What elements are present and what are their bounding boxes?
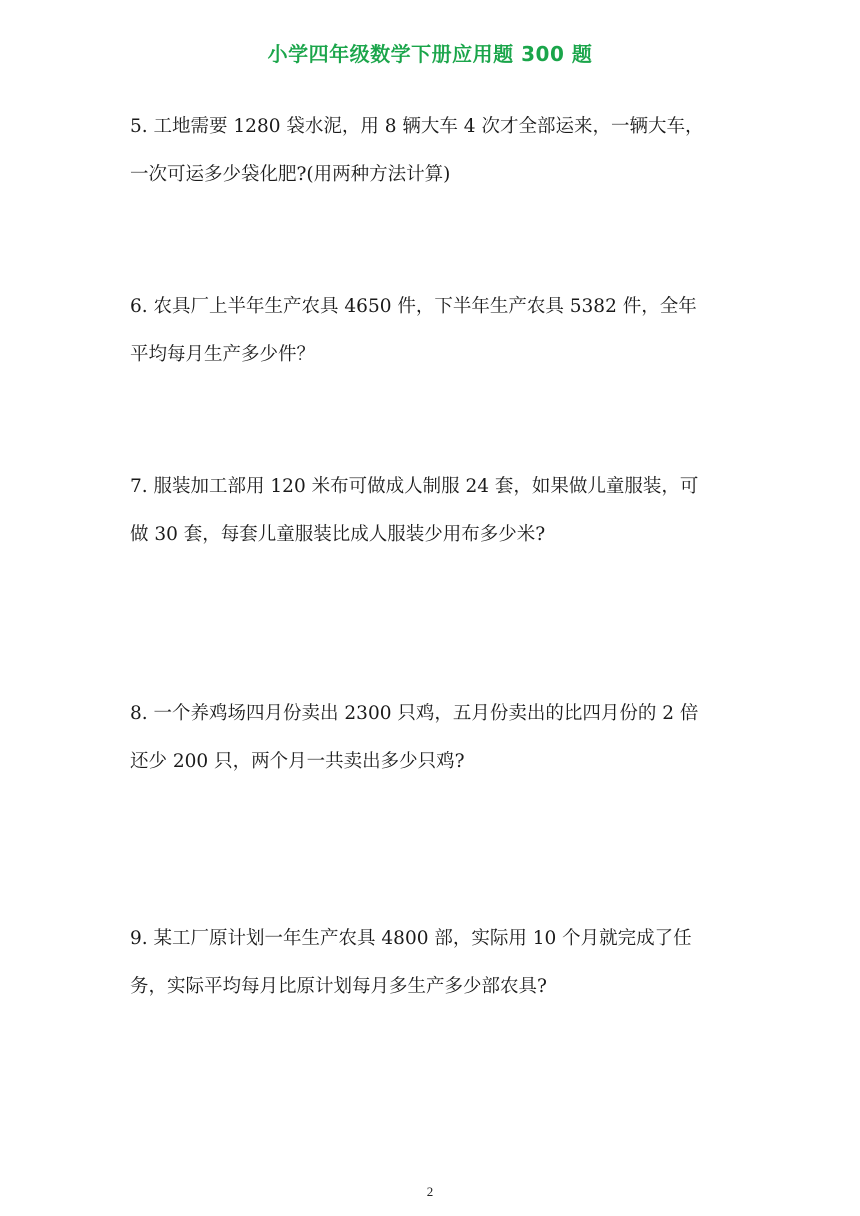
problem-9 xyxy=(130,915,730,1011)
problem-8-line-2: 还少 200 只，两个月一共卖出多少只鸡? xyxy=(130,751,465,772)
page-number: 2 xyxy=(426,1184,434,1199)
problem-5 xyxy=(130,103,730,199)
problem-7-line-1: 7. 服装加工部用 120 米布可做成人制服 24 套，如果做儿童服装，可 xyxy=(130,476,699,497)
problem-9-line-1: 9. 某工厂原计划一年生产农具 4800 部，实际用 10 个月就完成了任 xyxy=(130,928,692,949)
problem-8 xyxy=(130,690,730,786)
problem-7-line-2: 做 30 套，每套儿童服装比成人服装少用布多少米? xyxy=(130,524,546,545)
page-title: 小学四年级数学下册应用题 300 题 xyxy=(267,42,593,66)
problem-7 xyxy=(130,463,730,559)
problem-6-line-1: 6. 农具厂上半年生产农具 4650 件，下半年生产农具 5382 件，全年 xyxy=(130,296,697,317)
problem-8-line-1: 8. 一个养鸡场四月份卖出 2300 只鸡，五月份卖出的比四月份的 2 倍 xyxy=(130,703,699,724)
problem-6 xyxy=(130,283,730,379)
problem-6-line-2: 平均每月生产多少件？ xyxy=(130,344,316,365)
problem-5-line-2: 一次可运多少袋化肥?(用两种方法计算) xyxy=(130,164,451,185)
problem-5-line-1: 5. 工地需要 1280 袋水泥，用 8 辆大车 4 次才全部运来，一辆大车， xyxy=(130,116,704,137)
problem-9-line-2: 务，实际平均每月比原计划每月多生产多少部农具? xyxy=(130,976,547,997)
